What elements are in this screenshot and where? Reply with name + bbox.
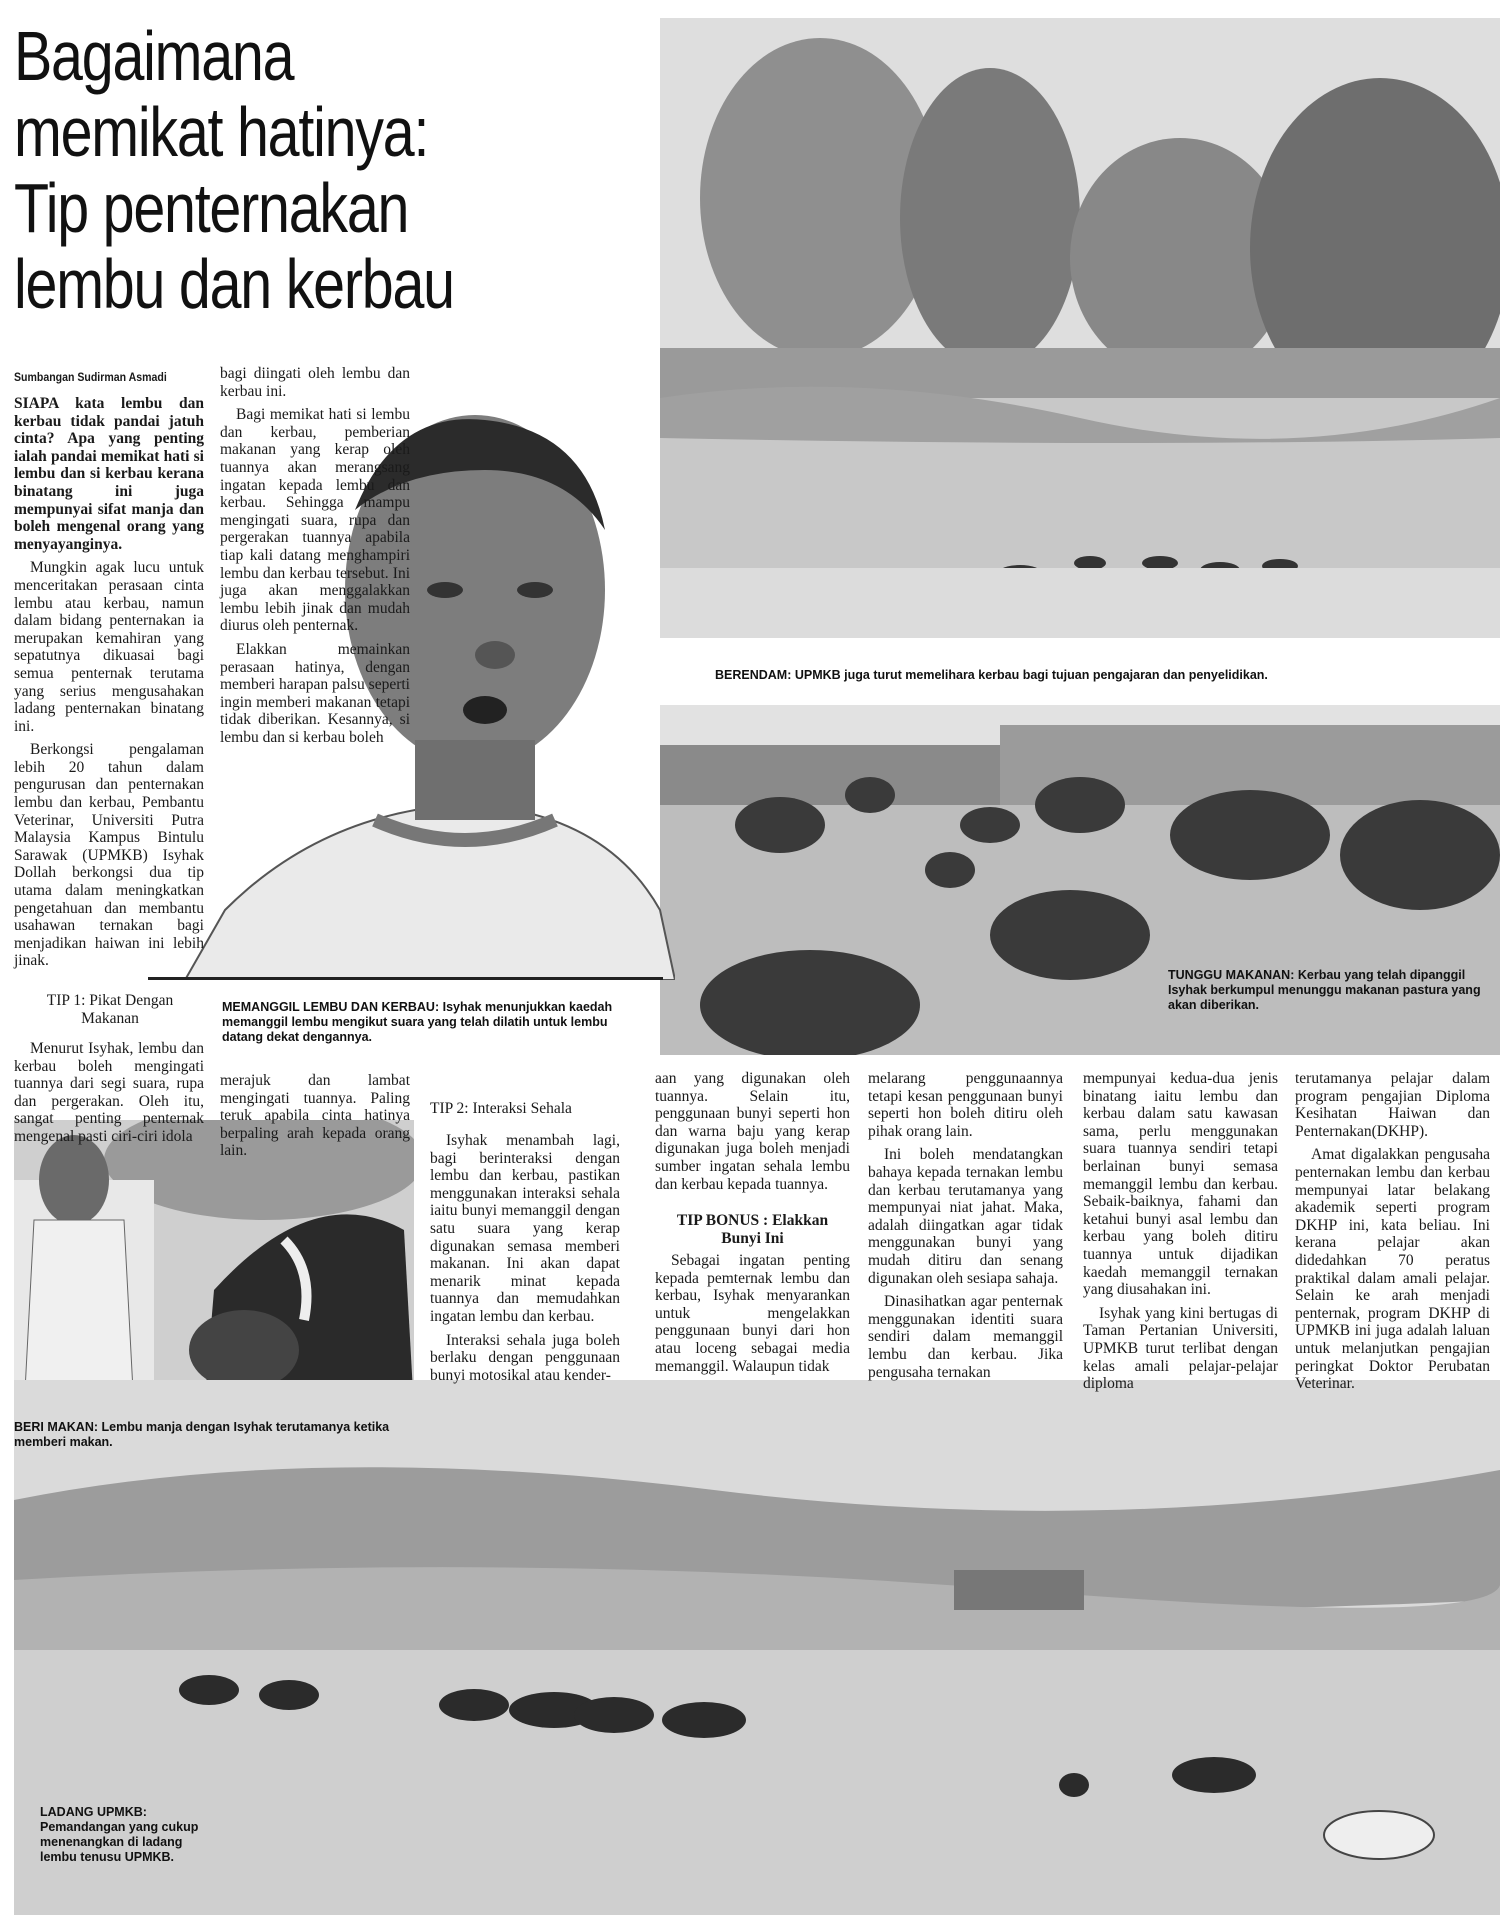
landscape-caption [40, 1805, 215, 1865]
paragraph: Menurut Isyhak, lembu dan kerbau boleh mengingati tuannya dari segi suara, rupa dan pergerakan. Oleh itu, sangat penting penternak mengenal pasti ciri-ciri idola [14, 1040, 204, 1145]
paragraph: Interaksi sehala juga boleh berlaku dengan penggunaan bunyi motosikal atau kender- [430, 1331, 620, 1384]
pond-photo [660, 18, 1500, 638]
article-column-2 [220, 365, 410, 752]
paragraph: terutamanya pelajar dalam program pengajian Diploma Kesihatan Haiwan dan Penternakan(DKHP). [1295, 1070, 1490, 1140]
caption-text: Lembu manja dengan Isyhak terutamanya ketika memberi makan. [14, 1420, 390, 1449]
paragraph: merajuk dan lambat mengingati tuannya. Paling teruk apabila cinta hatinya berpaling arah kepada orang lain. [220, 1072, 410, 1160]
paragraph: Elakkan memainkan perasaan hatinya, dengan memberi harapan palsu seperti ingin memberi makanan tetapi tidak diberikan. Kesannya, si lembu dan si kerbau boleh [220, 640, 410, 746]
headline-line-2: memikat hatinya: [14, 93, 429, 171]
article-column-6 [1083, 1070, 1278, 1399]
headline-line-4: lembu dan kerbau [14, 245, 454, 323]
paragraph: Ini boleh mendatangkan bahaya kepada ternakan lembu dan kerbau terutamanya yang mempunyai niat jahat. Maka, adalah diingatkan agar tidak menggunakan bunyi yang mudah ditiru dan senang digunakan oleh sesiapa sahaja. [868, 1146, 1063, 1287]
herd-caption [1168, 968, 1488, 1013]
lead-paragraph: SIAPA kata lembu dan kerbau tidak pandai jatuh cinta? Apa yang penting ialah pandai memikat hati si lembu dan si kerbau kerana binatang ini juga mempunyai sifat manja dan boleh mengenal orang yang menyayanginya. [14, 395, 204, 553]
caption-text: Isyhak menunjukkan kaedah memanggil lembu mengikut suara yang telah dilatih untuk lembu datang dekat dengannya. [222, 1000, 613, 1044]
caption-text: UPMKB juga turut memelihara kerbau bagi tujuan pengajaran dan penyelidikan. [794, 668, 1268, 682]
farm-landscape-photo [14, 1380, 1500, 1915]
headline-line-1: Bagaimana [14, 17, 294, 95]
headline [14, 18, 654, 322]
pond-caption [715, 668, 1495, 683]
article-column-4b [655, 1252, 850, 1381]
portrait-caption [222, 1000, 650, 1045]
paragraph: aan yang digunakan oleh tuannya. Selain itu, penggunaan bunyi seperti hon dan warna baju yang kerap digunakan juga boleh menjadi sumber ingatan sehala lembu dan kerbau kepada tuannya. [655, 1070, 850, 1193]
caption-text: Pemandangan yang cukup menenangkan di ladang lembu tenusu UPMKB. [40, 1820, 199, 1864]
paragraph: mempunyai kedua-dua jenis binatang iaitu lembu dan kerbau dalam satu kawasan sama, perlu menggunakan suara tuannya sendiri tetapi berlainan bunyi semasa memanggil lembu dan kerbau. Sebaik-baiknya, fahami dan ketahui bunyi asal lembu dan kerbau yang boleh ditiru tuannya untuk dijadikan kaedah memanggil ternakan yang diusahakan ini. [1083, 1070, 1278, 1299]
article-column-1 [14, 395, 204, 976]
byline: Sumbangan Sudirman Asmadi [14, 370, 167, 384]
article-column-4 [655, 1070, 850, 1199]
article-column-1b [14, 1040, 204, 1152]
paragraph: Isyhak menambah lagi, bagi berinteraksi dengan lembu dan kerbau, pastikan menggunakan interaksi sehala iaitu bunyi memanggil dengan satu suara yang kerap digunakan semasa memberi makanan. Ini akan dapat menarik minat kepada tuannya dan memudahkan ingatan lembu dan kerbau. [430, 1132, 620, 1325]
article-column-7 [1295, 1070, 1490, 1399]
paragraph: melarang penggunaannya tetapi kesan penggunaan bunyi seperti hon boleh ditiru oleh pihak orang lain. [868, 1070, 1063, 1140]
caption-label: LADANG UPMKB: [40, 1805, 147, 1819]
paragraph: bagi diingati oleh lembu dan kerbau ini. [220, 365, 410, 400]
tip1-heading: TIP 1: Pikat Dengan Makanan [46, 992, 174, 1027]
paragraph: Mungkin agak lucu untuk menceritakan perasaan cinta lembu atau kerbau, namun dalam bidang penternakan ia merupakan kemahiran yang sepatutnya dikuasai bagi semua penternak terutama yang serius mengusahakan ladang penternakan binatang ini. [14, 559, 204, 735]
paragraph: Isyhak yang kini bertugas di Taman Pertanian Universiti, UPMKB turut terlibat dengan kelas amali pelajar-pelajar diploma [1083, 1304, 1278, 1393]
caption-label: MEMANGGIL LEMBU DAN KERBAU: [222, 1000, 440, 1014]
caption-label: TUNGGU MAKANAN: [1168, 968, 1295, 982]
paragraph: Bagi memikat hati si lembu dan kerbau, pemberian makanan yang kerap oleh tuannya akan merangsang ingatan kepada lembu dan kerbau. Sehingga mampu mengingati suara, rupa dan pergerakan tuannya apabila tiap kali datang menghampiri lembu dan kerbau tersebut. Ini juga akan menggalakkan lembu lebih jinak dan mudah diurus oleh penternak. [220, 406, 410, 635]
portrait-rule [148, 977, 663, 980]
paragraph: Sebagai ingatan penting kepada pemternak lembu dan kerbau, Isyhak menyarankan untuk mengelakkan penggunaan bunyi dari hon atau loceng sebagai media memanggil. Walaupun tidak [655, 1252, 850, 1375]
paragraph: Amat digalakkan pengusaha penternakan lembu dan kerbau mempunyai latar belakang akademik seperti program DKHP ini, kata beliau. Ini kerana pelajar akan didedahkan 70 peratus praktikal dalam amali pelajar. Selain ke arah menjadi penternak, program DKHP di UPMKB ini juga adalah laluan untuk melanjutkan pengajian peringkat Doktor Perubatan Veterinar. [1295, 1146, 1490, 1393]
tip-bonus-heading: TIP BONUS : Elakkan Bunyi Ini [676, 1212, 829, 1247]
article-column-3 [430, 1132, 620, 1390]
paragraph: Dinasihatkan agar penternak menggunakan identiti suara sendiri dalam memanggil lembu dan kerbau. Jika pengusaha ternakan [868, 1293, 1063, 1381]
article-column-5 [868, 1070, 1063, 1387]
tip2-heading: TIP 2: Interaksi Sehala [430, 1100, 572, 1117]
paragraph: Berkongsi pengalaman lebih 20 tahun dalam pengurusan dan penternakan lembu dan kerbau, Pembantu Veterinar, Universiti Putra Malaysia Kampus Bintulu Sarawak (UPMKB) Isyhak Dollah berkongsi dua tip utama dalam meningkatkan pengetahuan dan membantu usahawan ternakan bagi menjadikan haiwan ini lebih jinak. [14, 741, 204, 970]
headline-line-3: Tip penternakan [14, 169, 409, 247]
caption-text: Kerbau yang telah dipanggil Isyhak berkumpul menunggu makanan pastura yang akan diberikan. [1168, 968, 1481, 1012]
feeding-caption [14, 1420, 414, 1450]
caption-label: BERI MAKAN: [14, 1420, 99, 1434]
caption-label: BERENDAM: [715, 668, 792, 682]
article-column-2b [220, 1072, 410, 1166]
